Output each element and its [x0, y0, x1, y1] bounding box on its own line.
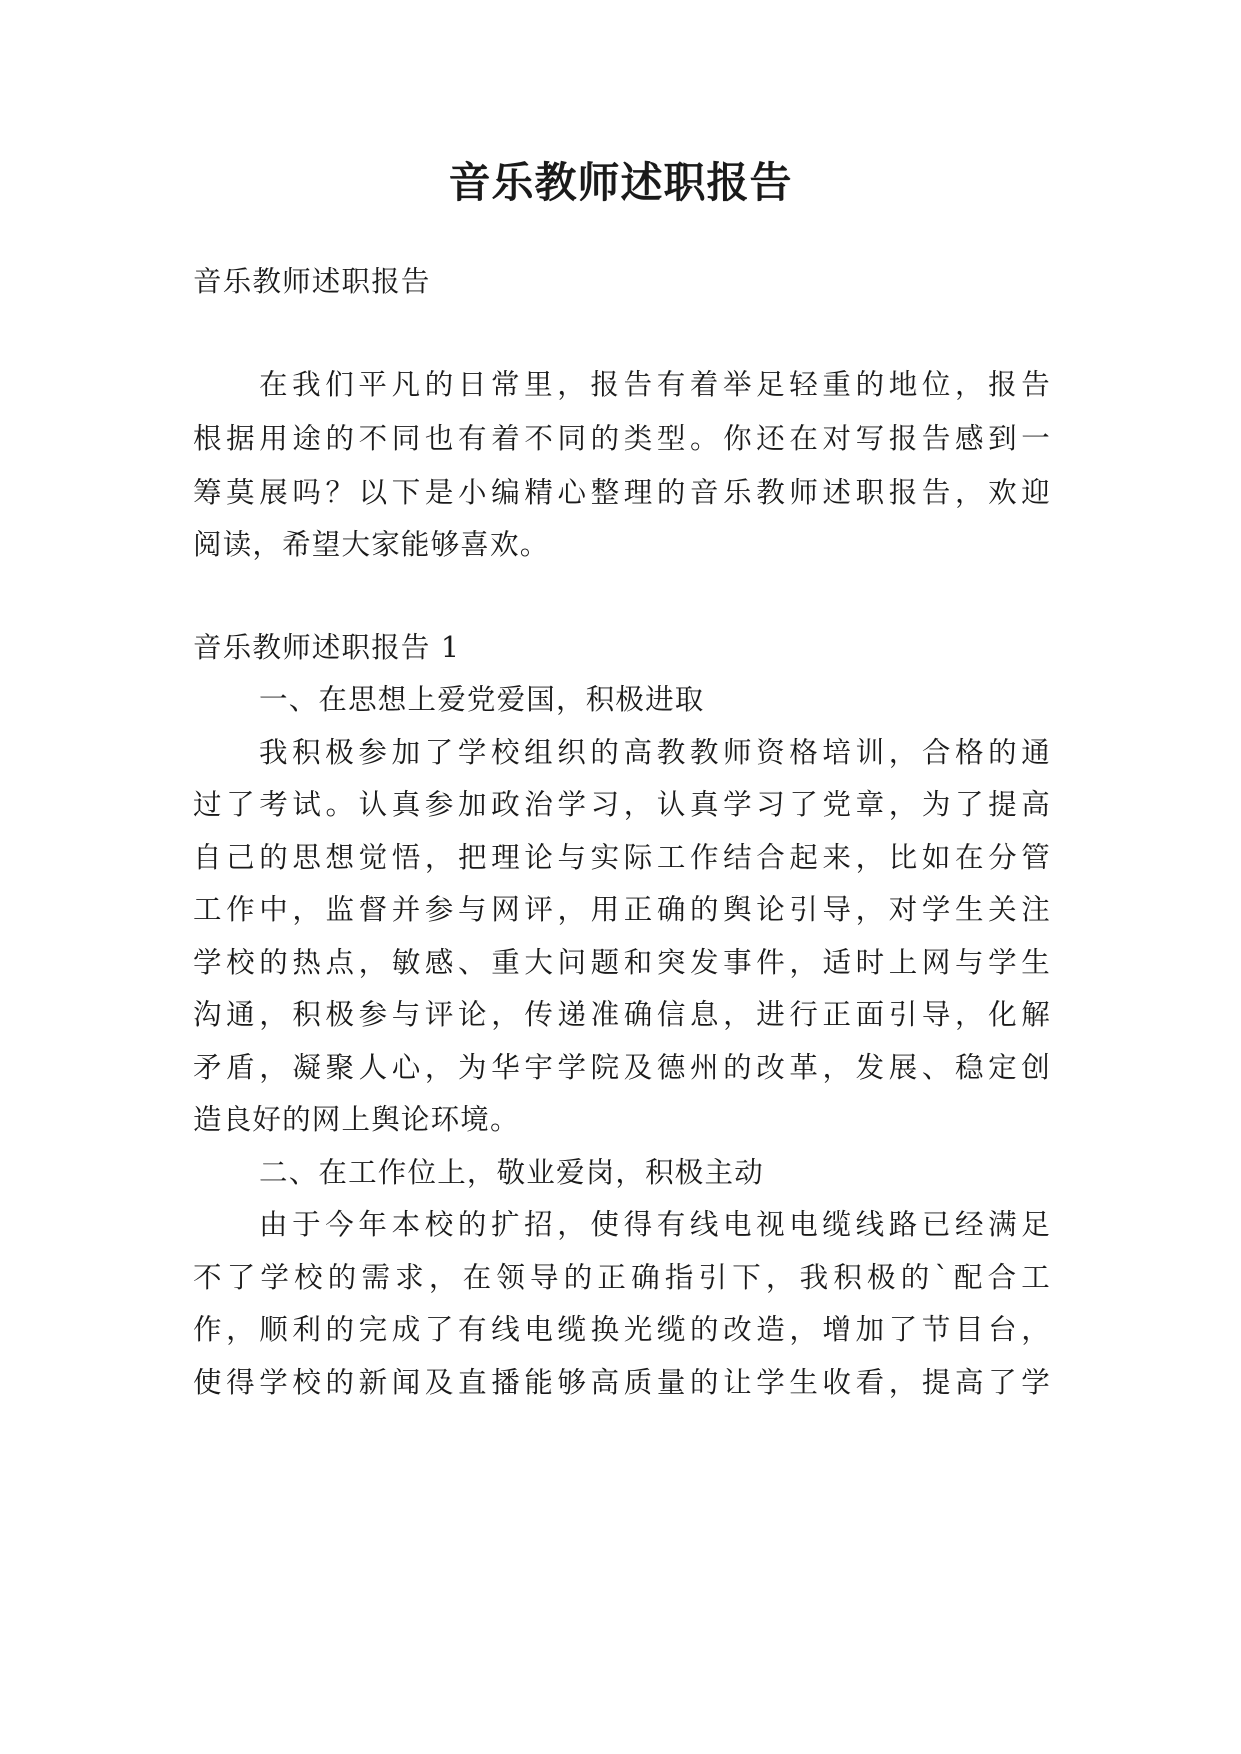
paragraph-line: 使得学校的新闻及直播能够高质量的让学生收看，提高了学 — [193, 1366, 1051, 1399]
part-heading: 二、在工作位上，敬业爱岗，积极主动 — [259, 1156, 764, 1189]
paragraph-line: 不了学校的需求，在领导的正确指引下，我积极的`配合工 — [193, 1261, 1051, 1294]
paragraph-line: 自己的思想觉悟，把理论与实际工作结合起来，比如在分管 — [193, 841, 1051, 874]
paragraph-line: 我积极参加了学校组织的高教教师资格培训，合格的通 — [259, 736, 1051, 769]
document-title: 音乐教师述职报告 — [448, 158, 793, 207]
intro-line: 阅读，希望大家能够喜欢。 — [193, 528, 550, 561]
part-heading: 一、在思想上爱党爱国，积极进取 — [259, 683, 705, 716]
paragraph-line: 矛盾，凝聚人心，为华宇学院及德州的改革，发展、稳定创 — [193, 1051, 1051, 1084]
paragraph-line: 造良好的网上舆论环境。 — [193, 1103, 520, 1136]
paragraph-line: 工作中，监督并参与网评，用正确的舆论引导，对学生关注 — [193, 893, 1051, 926]
section-heading: 音乐教师述职报告 1 — [193, 631, 461, 664]
paragraph-line: 学校的热点，敏感、重大问题和突发事件，适时上网与学生 — [193, 946, 1051, 979]
paragraph-line: 由于今年本校的扩招，使得有线电视电缆线路已经满足 — [259, 1208, 1051, 1241]
intro-line: 在我们平凡的日常里，报告有着举足轻重的地位，报告 — [259, 368, 1051, 401]
subtitle: 音乐教师述职报告 — [193, 265, 431, 298]
paragraph-line: 过了考试。认真参加政治学习，认真学习了党章，为了提高 — [193, 788, 1051, 821]
paragraph-line: 沟通，积极参与评论，传递准确信息，进行正面引导，化解 — [193, 998, 1051, 1031]
intro-line: 筹莫展吗？以下是小编精心整理的音乐教师述职报告，欢迎 — [193, 476, 1051, 509]
paragraph-line: 作，顺利的完成了有线电缆换光缆的改造，增加了节目台， — [193, 1313, 1051, 1346]
intro-line: 根据用途的不同也有着不同的类型。你还在对写报告感到一 — [193, 422, 1051, 455]
